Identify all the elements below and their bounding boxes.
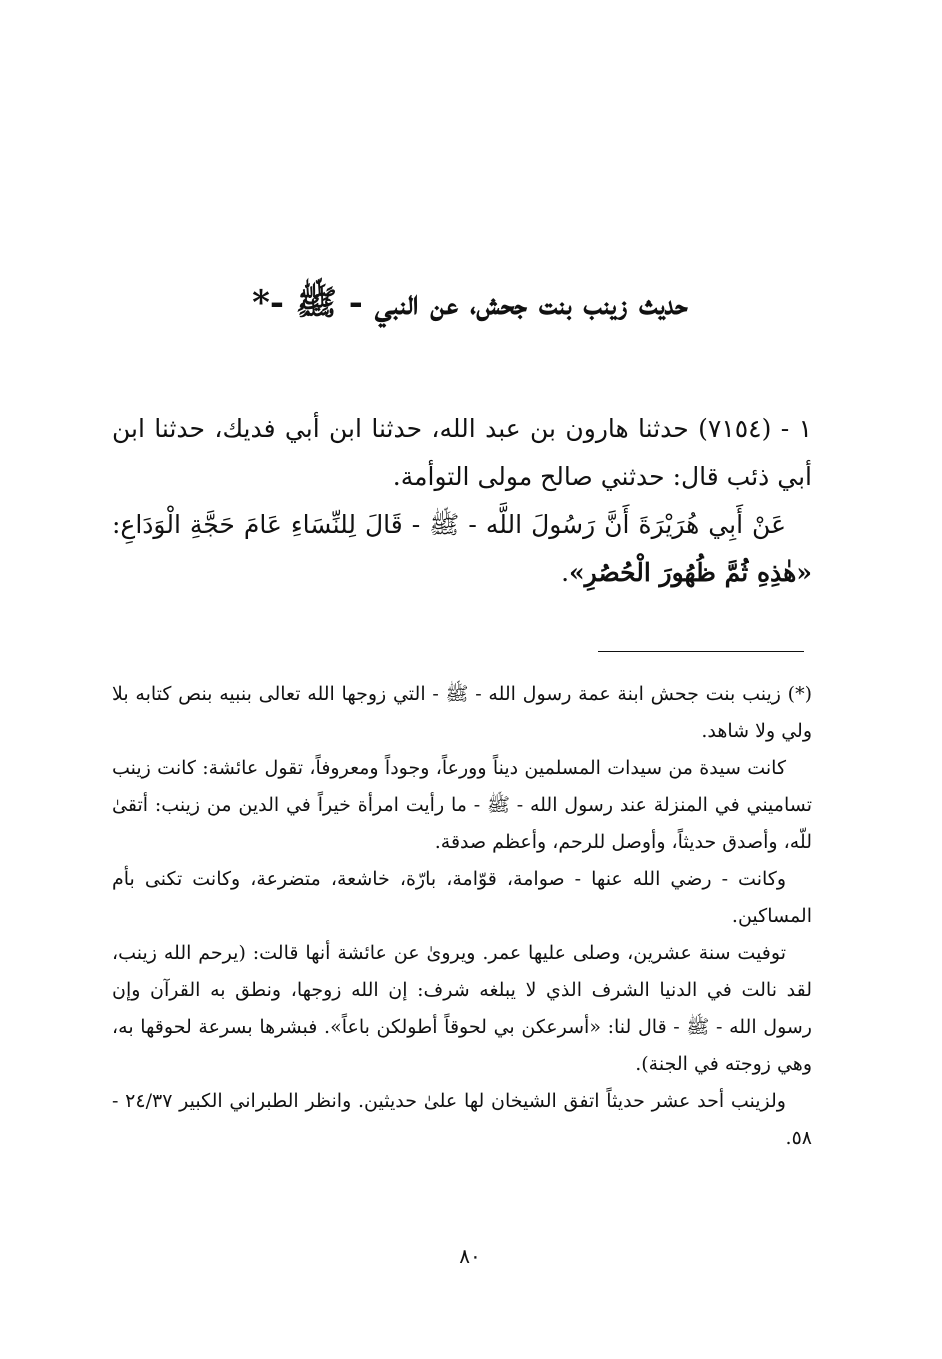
footnote-paragraph: توفيت سنة عشرين، وصلى عليها عمر. ويروىٰ عن عائشة أنها قالت: (يرحم الله زينب، لقد نالت في الدنيا الشرف الذي لا يبلغه شرف: إن الله زوجها، ونطق به القرآن وإن رسول الله - ﷺ - قال لنا: «أسرعكن بي لحوقاً أطولكن باعاً». فبشرها بسرعة لحوقها به، وهي زوجته في الجنة). — [112, 942, 812, 1075]
matn-end: . — [561, 558, 570, 587]
hadith-matn — [112, 501, 812, 597]
footnote-paragraph: ولزينب أحد عشر حديثاً اتفق الشيخان لها علىٰ حديثين. وانظر الطبراني الكبير ٢٤/٣٧ - ٥٨. — [112, 1090, 812, 1149]
footnote-paragraph: وكانت - رضي الله عنها - صوامة، قوّامة، بارّة، خاشعة، متضرعة، وكانت تكنى بأم المساكين. — [112, 868, 812, 927]
hadith-chain: ١ - (٧١٥٤) حدثنا هارون بن عبد الله، حدثنا ابن أبي فديك، حدثنا ابن أبي ذئب قال: حدثني صالح مولى التوأمة. — [112, 414, 812, 491]
footnote-paragraph: كانت سيدة من سيدات المسلمين ديناً وورعاً، وجوداً ومعروفاً، تقول عائشة: كانت زينب تساميني في المنزلة عند رسول الله - ﷺ - ما رأيت امرأة خيراً في الدين من زينب: أتقىٰ للّه، وأصدق حديثاً، وأوصل للرحم، وأعظم صدقة. — [112, 757, 812, 853]
matn-intro: عَنْ أَبِي هُرَيْرَةَ أَنَّ رَسُولَ اللَّه - ﷺ - قَالَ لِلنِّسَاءِ عَامَ حَجَّةِ الْوَدَاعِ: — [112, 510, 786, 539]
matn-quote: «هٰذِهِ ثُمَّ ظُهُورَ الْحُصُرِ» — [569, 558, 812, 587]
footnote-divider — [598, 651, 804, 652]
chapter-title: حديث زينب بنت جحش، عن النبي - ﷺ -* — [252, 282, 688, 323]
footnote-paragraph: (*) زينب بنت جحش ابنة عمة رسول الله - ﷺ - التي زوجها الله تعالى بنبيه بنص كتابه بلا ولي ولا شاهد. — [112, 683, 812, 742]
page-number: ٨٠ — [459, 1244, 481, 1268]
footnotes — [112, 676, 812, 1157]
hadith-text — [112, 405, 812, 597]
